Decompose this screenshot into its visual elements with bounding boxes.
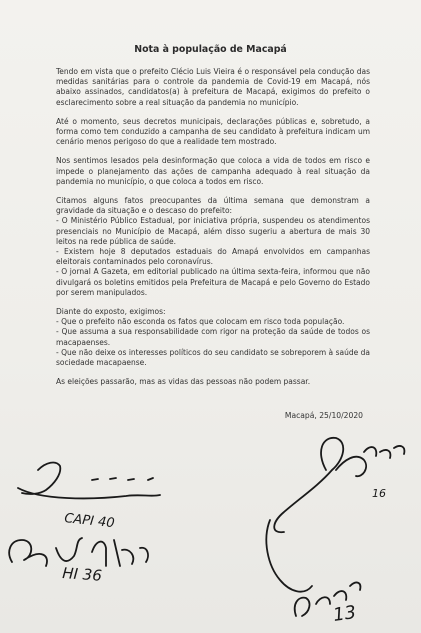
- signature-label-16: 16: [372, 487, 386, 500]
- paragraph-2: Até o momento, seus decretos municipais, declarações públicas e, sobretudo, a forma como tem conduzido a campanha de seu candidato à prefeitura indicam um cenário menos perigoso do que a realidade tem mostrado.: [56, 116, 370, 147]
- signature-scribble-1b: [92, 478, 153, 480]
- fact-item: - O jornal A Gazeta, em editorial publicado na última sexta-feira, informou que não divulgará os boletins emitidos pela Prefeitura de Macapá e pelo Governo do Estado por serem manipulados.: [56, 267, 370, 297]
- signature-scribble-1: [18, 463, 160, 499]
- demands-intro: Diante do exposto, exigimos:: [56, 307, 166, 317]
- signature-scribble-4: [266, 520, 360, 616]
- paragraph-1: Tendo em vista que o prefeito Clécio Luis Vieira é o responsável pela condução das medidas sanitárias para o controle da pandemia de Covid-19 em Macapá, nós abaixo assinados, candidatos(a) à prefeitura de Macapá, exigimos do prefeito o esclarecimento sobre a real situação da pandemia no município.: [56, 67, 370, 107]
- demand-item: - Que não deixe os interesses políticos do seu candidato se sobreporem à saúde da sociedade macapaense.: [56, 347, 370, 368]
- fact-item: - Existem hoje 8 deputados estaduais do Amapá envolvidos em campanhas eleitorais contaminados pelo coronavírus.: [56, 247, 370, 267]
- document-title: Nota à população de Macapá: [134, 44, 287, 55]
- facts-intro: Citamos alguns fatos preocupantes da última semana que demonstram a gravidade da situação e o descaso do prefeito:: [56, 196, 370, 216]
- signature-label-13: 13: [331, 601, 358, 626]
- paragraph-3: Nos sentimos lesados pela desinformação que coloca a vida de todos em risco e impede o planejamento das ações de campanha adequado à real situação da pandemia no município, o que coloca a todos em risco.: [56, 156, 370, 186]
- signature-scribble-2: [9, 538, 148, 566]
- signature-scribble-3: [274, 438, 404, 532]
- signature-label-capi40: CAPI 40: [63, 511, 116, 532]
- demand-item: - Que o prefeito não esconda os fatos que colocam em risco toda população.: [56, 317, 345, 327]
- demand-item: - Que assuma a sua responsabilidade com rigor na proteção da saúde de todos os macapaenses.: [56, 327, 370, 347]
- signature-numbers: [62, 487, 386, 626]
- fact-item: - O Ministério Público Estadual, por iniciativa própria, suspendeu os atendimentos presenciais no Município de Macapá, além disso sugeriu a abertura de mais 30 leitos na rede pública de saúde.: [56, 216, 370, 246]
- closing-sentence: As eleições passarão, mas as vidas das pessoas não podem passar.: [56, 377, 311, 387]
- place-date: Macapá, 25/10/2020: [284, 411, 363, 420]
- signature-label-hi36: HI 36: [61, 564, 103, 585]
